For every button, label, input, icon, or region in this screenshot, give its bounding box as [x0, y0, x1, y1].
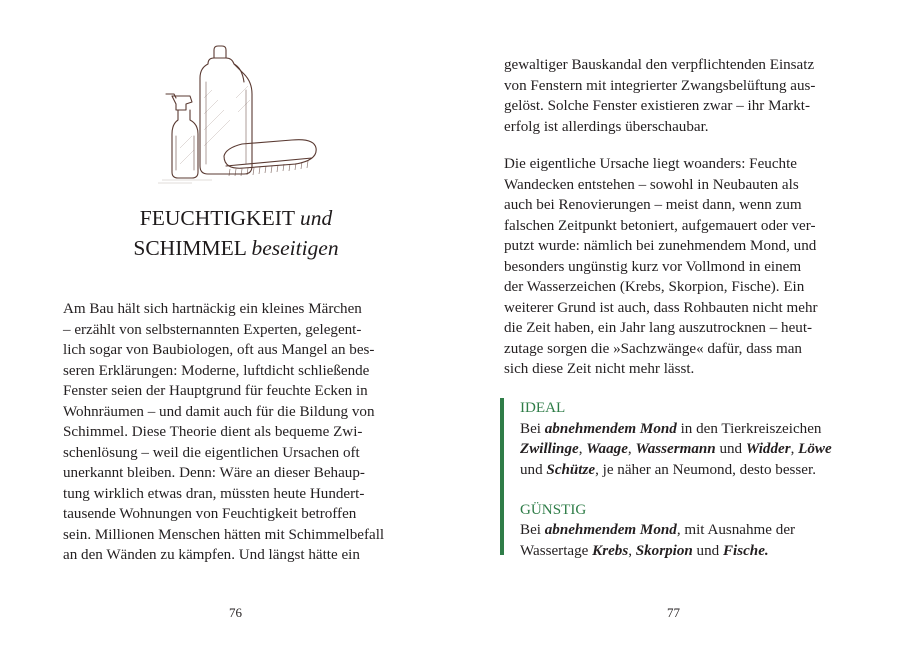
- text-line: schenlösung – weil die eigentlichen Ursachen oft: [63, 444, 360, 461]
- cleaning-supplies-icon: [152, 38, 324, 188]
- ideal-label: IDEAL: [520, 400, 566, 416]
- text-line: Wohnräumen – und damit auch für die Bildung von: [63, 403, 375, 420]
- text-line: unerkannt bleiben. Denn: Wäre an dieser Behaup-: [63, 465, 365, 481]
- text-line: die Zeit haben, ein Jahr lang auszutrocknen – heut-: [504, 320, 813, 336]
- text-line: sein. Millionen Menschen hätten mit Schimmelbefall: [63, 526, 385, 543]
- ideal-line-1: Bei abnehmendem Mond in den Tierkreiszeichen: [520, 420, 822, 437]
- text-line: Fenster seien der Hauptgrund für feuchte Ecken in: [63, 383, 368, 399]
- text-line: der Wasserzeichen (Krebs, Skorpion, Fische). Ein: [504, 279, 805, 295]
- heading-line-1: FEUCHTIGKEIT und: [139, 206, 333, 230]
- text-line: an den Wänden zu kämpfen. Und längst hätte ein: [63, 547, 360, 563]
- page-number-left: 76: [229, 605, 242, 620]
- text-line: zutage sorgen die »Sachzwänge« dafür, dass man: [504, 340, 802, 357]
- text-line: sich diese Zeit nicht mehr lässt.: [504, 361, 695, 377]
- text-line: falschen Zeitpunkt betoniert, aufgemauert oder ver-: [504, 217, 816, 234]
- text-line: gelöst. Solche Fenster existieren zwar – ihr Markt-: [504, 98, 810, 114]
- left-page: [0, 0, 457, 648]
- page-number-right: 77: [667, 605, 680, 620]
- text-line: seren Erklärungen: Moderne, luftdicht schließende: [63, 362, 370, 379]
- text-line: Wandecken entstehen – sowohl in Neubauten als: [504, 176, 799, 193]
- heading-line-2: SCHIMMEL beseitigen: [133, 236, 339, 260]
- text-line: putzt wurde: nämlich bei zunehmendem Mond, und: [504, 238, 817, 254]
- text-line: Die eigentliche Ursache liegt woanders: Feuchte: [504, 156, 797, 172]
- timing-box: [500, 398, 880, 559]
- ideal-line-3: und Schütze, je näher an Neumond, desto besser.: [520, 461, 816, 478]
- ideal-line-2: Zwillinge, Waage, Wassermann und Widder, Löwe: [520, 441, 832, 457]
- text-line: Schimmel. Diese Theorie dient als bequeme Zwi-: [63, 424, 363, 440]
- right-page: [458, 0, 915, 648]
- text-line: tausende Wohnungen von Feuchtigkeit betroffen: [63, 506, 357, 522]
- guenstig-line-1: Bei abnehmendem Mond, mit Ausnahme der: [520, 522, 796, 538]
- right-paragraph-2: [504, 154, 864, 380]
- text-line: erfolg ist allerdings überschaubar.: [504, 118, 709, 135]
- chapter-heading: [0, 203, 472, 263]
- text-line: – erzählt von selbsternannten Experten, gelegent-: [63, 321, 362, 338]
- text-line: von Fenstern mit integrierter Zwangsbelüftung aus-: [504, 77, 816, 94]
- text-line: weiterer Grund ist auch, dass Rohbauten nicht mehr: [504, 299, 818, 316]
- left-paragraph: [63, 299, 408, 566]
- right-paragraph-1: [504, 55, 864, 137]
- text-line: Am Bau hält sich hartnäckig ein kleines Märchen: [63, 301, 362, 317]
- text-line: auch bei Renovierungen – meist dann, wenn zum: [504, 197, 802, 213]
- text-line: lich sogar von Baubiologen, oft aus Mangel an bes-: [63, 342, 375, 358]
- text-line: gewaltiger Bauskandal den verpflichtenden Einsatz: [504, 57, 815, 73]
- text-line: tung wirklich etwas dran, müssten heute Hundert-: [63, 485, 365, 502]
- guenstig-label: GÜNSTIG: [520, 501, 587, 518]
- guenstig-line-2: Wassertage Krebs, Skorpion und Fische.: [520, 542, 769, 559]
- text-line: besonders ungünstig kurz vor Vollmond in einem: [504, 258, 802, 275]
